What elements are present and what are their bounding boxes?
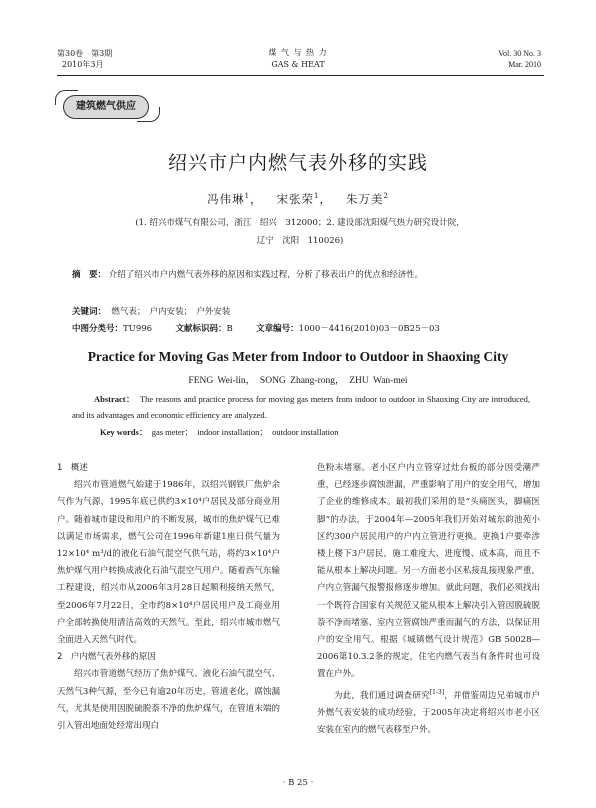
paragraph-text: ，并借鉴周边兄弟城市户外燃气表安装的成功经验，于2005年决定将绍兴市老小区安装在室内的燃气表移至户外。 (317, 690, 540, 735)
author-name: 宋张荣 (276, 192, 315, 206)
abstract-cn-text: 介绍了绍兴市户内燃气表外移的原因和实践过程，分析了移表出户的优点和经济性。 (108, 270, 424, 280)
article-no-value: 1000－4416(2010)03－0B25－03 (298, 324, 440, 334)
header-volume-en: Vol. 30 No. 3 (498, 49, 541, 58)
article-title-cn: 绍兴市户内燃气表外移的实践 (167, 152, 428, 174)
section-badge (55, 90, 160, 122)
abstract-en-label: Abstract： (94, 394, 135, 404)
clc-label: 中图分类号： (72, 324, 124, 334)
abstract-cn (72, 267, 532, 284)
abstract-cn-label: 摘 要： (72, 270, 107, 280)
affiliation-line: (1. 绍兴市煤气有限公司，浙江 绍兴 312000；2. 建设部沈阳煤气热力研究设计院， (135, 218, 465, 228)
journal-name-en: GAS & HEAT (271, 60, 325, 69)
keywords-cn-text: 燃气表； 户内安装； 户外安装 (111, 307, 231, 317)
header-rule (57, 75, 544, 76)
affiliations (110, 214, 490, 250)
clc-value: TU996 (123, 324, 153, 334)
keywords-en-text: gas meter； indoor installation； outdoor installation (151, 427, 339, 437)
keywords-en-label: Key words： (100, 427, 148, 437)
doc-code-label: 文献标识码： (175, 324, 227, 334)
author-affil-mark: 1 (244, 192, 251, 201)
author-affil-mark: 2 (383, 192, 389, 201)
affiliation-line: 辽宁 沈阳 110026) (256, 236, 344, 246)
section-badge-label: 建筑燃气供应 (63, 95, 149, 119)
author-name: 冯伟琳 (207, 192, 245, 206)
journal-name-cn: 煤 气 与 热 力 (268, 48, 328, 57)
author-affil-mark: 1 (314, 192, 320, 201)
paragraph-text: 为此，我们通过调查研究 (334, 690, 430, 701)
header-date: 2010年3月 (62, 60, 104, 69)
classification-line (72, 322, 440, 334)
doc-code-value: B (226, 324, 233, 334)
body-paragraph: 绍兴市管道燃气经历了焦炉煤气、液化石油气混空气、天然气3种气源，至今已有逾20年历史，管道老化，腐蚀漏气，尤其是使用因脱硫脱萘不净的焦炉煤气，在管道末端的引入管出地面处经常出现白 (57, 669, 280, 732)
authors-cn: 冯伟琳$^1$， 宋张荣$^1$， 朱万美$^2$ (207, 192, 389, 206)
section-heading: 1 概述 (57, 463, 88, 473)
body-column-left (57, 460, 280, 735)
keywords-en (100, 426, 338, 438)
body-column-right (317, 460, 540, 739)
article-no-label: 文章编号： (256, 324, 299, 334)
abstract-en (72, 391, 530, 423)
author-name: 朱万美 (345, 192, 384, 206)
abstract-en-text: The reasons and practice process for moving gas meters from indoor to outdoor in Shaoxing City are introduced, and its advantages and economic efficiency are analyzed. (72, 394, 530, 420)
section-heading: 2 户内燃气表外移的原因 (57, 652, 156, 663)
keywords-cn (72, 305, 230, 317)
body-paragraph: 色粉末堵塞。老小区户内立管穿过灶台板的部分因受潮严重，已经逐步腐蚀泄漏，严重影响了用户的安全用气，增加了企业的维修成本。最初我们采用的是“头痛医头，脚痛医脚”的办法，于2004年—2005年我们开始对城东韵池苑小区约300户居民用户的户内立管进行更换。更换1户要牵涉楼上楼下3户居民，施工难度大、进度慢、成本高，而且不能从根本上解决问题。另一方面老小区私接乱接现象严重，户内立管漏气报警报修逐步增加。就此问题，我们必须找出一个既符合国家有关规范又能从根本上解决引入管因脱硫脱萘不净而堵塞、室内立管腐蚀严重而漏气的方法，以保证用户的安全用气。根据《城镇燃气设计规范》GB 50028—2006第10.3.2条的规定，住宅内燃气表当有条件时也可设置在户外。 (317, 463, 540, 680)
citation-reference: [1-3] (429, 688, 445, 696)
header-volume: 第30卷 第3期 (57, 49, 113, 58)
keywords-cn-label: 关键词： (72, 307, 107, 317)
body-paragraph: 绍兴市管道燃气始建于1986年，以绍兴钢铁厂焦炉余气作为气源，1995年底已供约3×10⁴户居民及部分商业用户。随着城市建设和用户的不断发展，城市的焦炉煤气已难以满足市场需求，燃气公司在1996年新建1座日供气量为12×10⁴ m³/d的液化石油气混空气供气站，将约3×10⁴户焦炉煤气用户转换成液化石油气混空气用户。随着西气东输工程建设，绍兴市从2006年3月28日起顺利接纳天然气，至2006年7月22日，全市约8×10⁴户居民用户及工商业用户全部转换使用清洁高效的天然气。至此，绍兴市城市燃气全面进入天然气时代。 (57, 480, 280, 646)
article-title-en: Practice for Moving Gas Meter from Indoor to Outdoor in Shaoxing City (87, 349, 509, 364)
body-paragraph (317, 684, 540, 739)
authors-en: FENG Wei-lin， SONG Zhang-rong， ZHU Wan-mei (188, 376, 408, 386)
page-number: · B 25 · (282, 778, 314, 788)
header-date-en: Mar. 2010 (508, 60, 541, 69)
